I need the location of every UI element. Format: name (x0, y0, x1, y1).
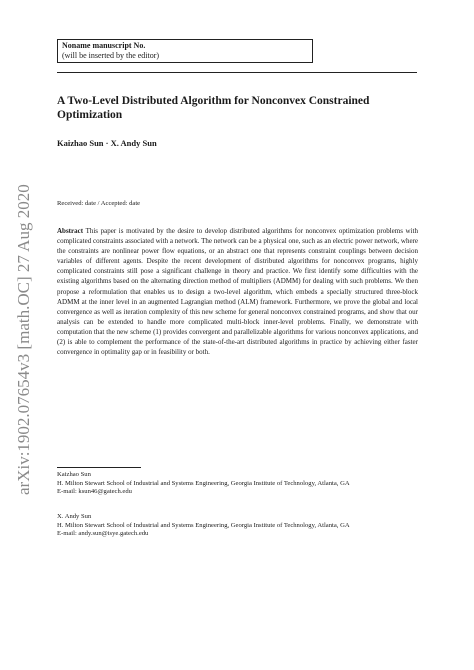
manuscript-note: (will be inserted by the editor) (62, 51, 160, 60)
affiliation-institution: H. Milton Stewart School of Industrial and Systems Engineering, Georgia Institute of Technology, Atlanta, GA (57, 521, 350, 529)
abstract-text: This paper is motivated by the desire to develop distributed algorithms for nonconvex optimization problems with complicated constraints associated with a network. The network can be a physical one, such as an electric power network, where the constraints are nonlinear power flow equations, or an abstract one that represents constraint couplings between decision variables of different agents. Despite the recent development of distributed algorithms for nonconvex programs, highly complicated constraints still pose a significant challenge in theory and practice. We first identify some difficulties with the existing algorithms based on the alternating direction method of multipliers (ADMM) for dealing with such problems. We then propose a reformulation that enables us to design a two-level algorithm, which embeds a specially structured three-block ADMM at the inner level in an augmented Lagrangian method (ALM) framework. Furthermore, we prove the global and local convergence as well as iteration complexity of this new scheme for general nonconvex constrained programs, and show that our analysis can be extended to handle more complicated multi-block inner-level problems. Finally, we demonstrate with computation that the new scheme (1) provides convergent and parallelizable algorithms for various nonconvex applications, and (2) is able to complement the performance of the state-of-the-art distributed algorithms in practice by achieving either faster convergence in optimality gap or in feasibility or both. (57, 227, 418, 357)
affiliation-name: X. Andy Sun (57, 513, 92, 520)
arxiv-identifier: arXiv:1902.07654v3 [math.OC] 27 Aug 2020 (14, 184, 33, 495)
abstract (57, 226, 418, 357)
affiliation-email: E-mail: andy.sun@isye.gatech.edu (57, 530, 149, 538)
affiliation-block (57, 513, 418, 539)
received-date: Received: date / Accepted: date (57, 200, 141, 207)
paper-title: A Two-Level Distributed Algorithm for Nonconvex Constrained Optimization (57, 95, 370, 121)
abstract-label: Abstract (57, 227, 84, 235)
affiliation-institution: H. Milton Stewart School of Industrial and Systems Engineering, Georgia Institute of Technology, Atlanta, GA (57, 479, 350, 487)
authors: Kaizhao Sun · X. Andy Sun (57, 138, 157, 148)
affiliation-rule (57, 467, 141, 468)
manuscript-box (57, 39, 313, 63)
affiliation-name: Kaizhao Sun (57, 471, 91, 478)
manuscript-number: Noname manuscript No. (62, 41, 146, 50)
header-rule (57, 72, 417, 73)
affiliation-block (57, 471, 418, 497)
affiliation-email: E-mail: ksun46@gatech.edu (57, 488, 132, 496)
